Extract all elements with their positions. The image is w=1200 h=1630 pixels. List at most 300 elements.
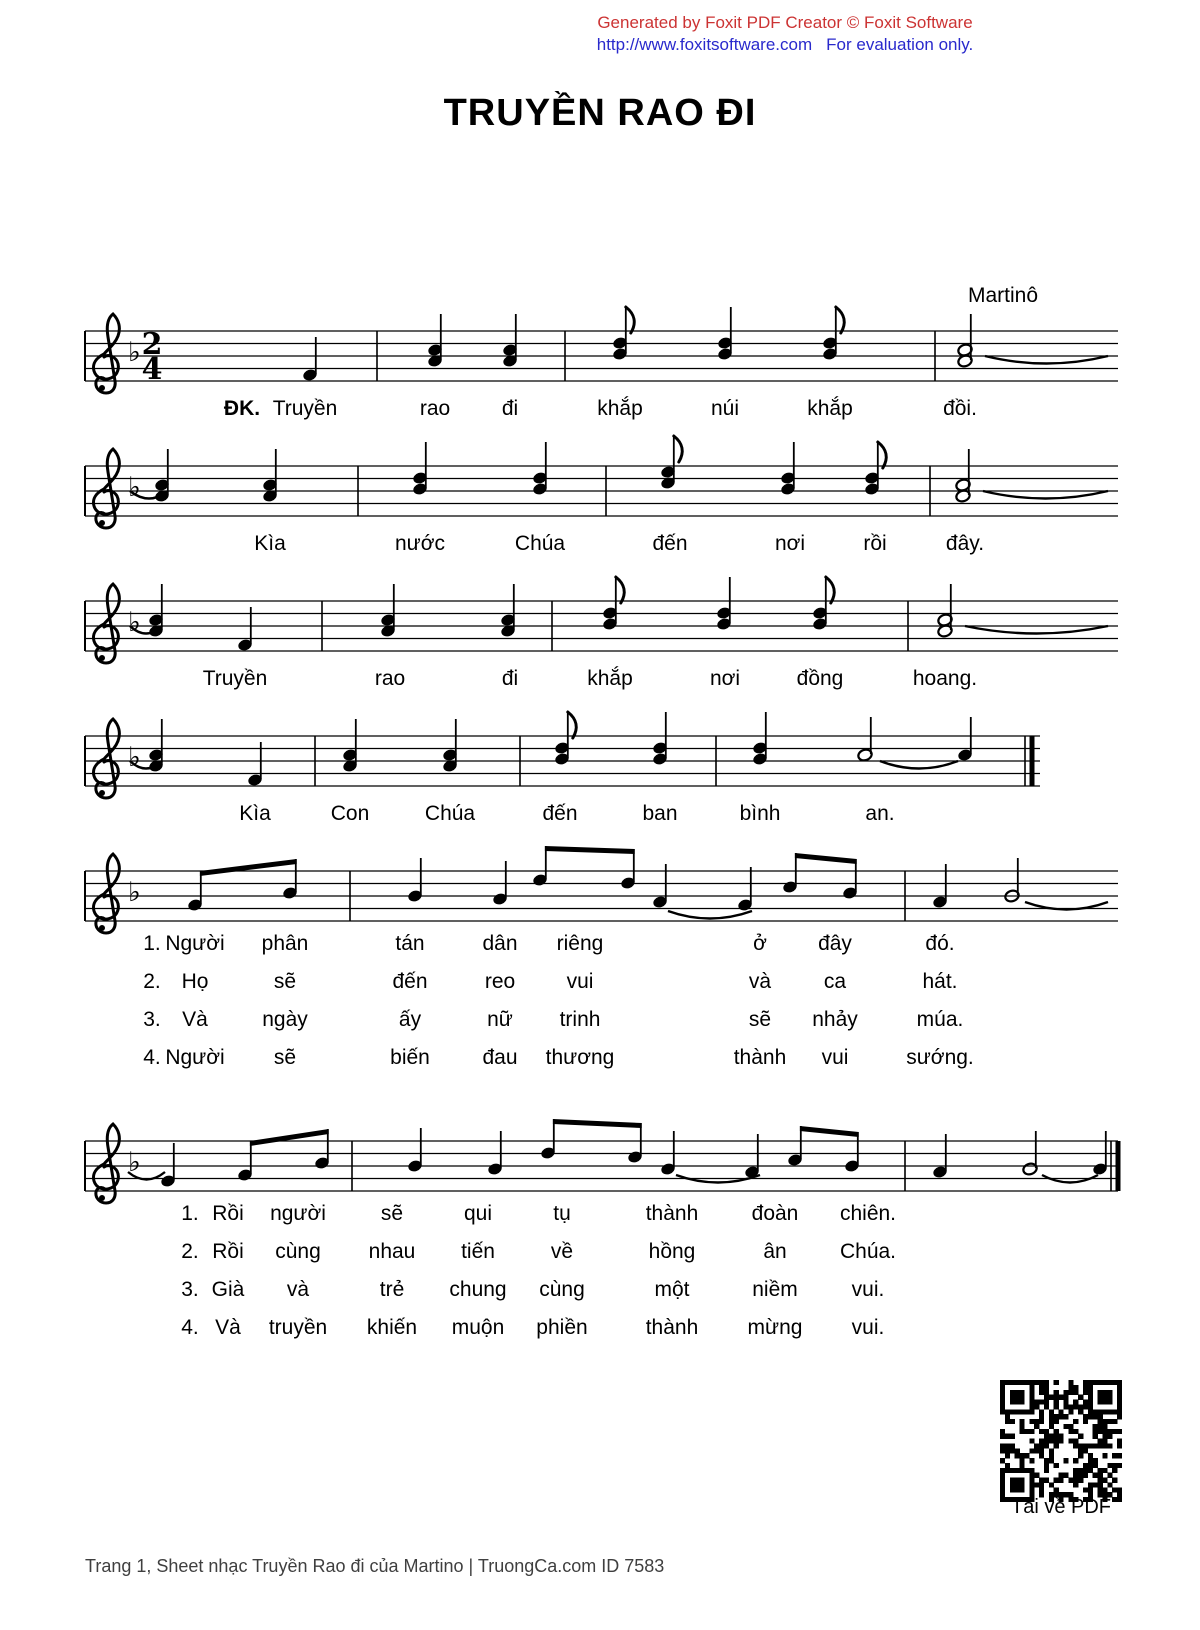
qr-module: [1005, 1468, 1010, 1473]
lyric-syllable: núi: [710, 397, 740, 420]
tie-arc: [965, 626, 1108, 634]
clef-dot: [99, 1195, 105, 1201]
qr-module: [1083, 1473, 1088, 1478]
lyric-syllable: Truyền: [202, 667, 268, 690]
qr-module: [1054, 1439, 1059, 1444]
qr-module: [1102, 1434, 1107, 1439]
watermark-url: http://www.foxitsoftware.com: [596, 35, 813, 54]
qr-module: [1068, 1390, 1073, 1395]
qr-module: [1078, 1473, 1083, 1478]
qr-module: [1073, 1439, 1078, 1444]
lyric-syllable: rao: [374, 667, 406, 690]
qr-module: [1015, 1482, 1020, 1487]
qr-module: [1034, 1419, 1039, 1424]
qr-module: [1068, 1380, 1073, 1385]
clef-dot: [99, 385, 105, 391]
qr-module: [1015, 1448, 1020, 1453]
qr-module: [1068, 1439, 1073, 1444]
qr-module: [1102, 1395, 1107, 1400]
qr-module: [1039, 1443, 1044, 1448]
qr-module: [1112, 1429, 1117, 1434]
lyric-syllable: Kìa: [254, 532, 286, 555]
qr-module: [1020, 1409, 1025, 1414]
time-signature-numerator: 2: [141, 327, 163, 362]
qr-module: [1049, 1482, 1054, 1487]
qr-module: [1093, 1482, 1098, 1487]
qr-module: [1015, 1390, 1020, 1395]
qr-module: [1107, 1473, 1112, 1478]
lyric-syllable: niềm: [752, 1278, 798, 1301]
qr-module: [1044, 1380, 1049, 1385]
qr-module: [1029, 1409, 1034, 1414]
tie-arc: [880, 761, 958, 769]
qr-module: [1112, 1478, 1117, 1483]
qr-module: [1010, 1434, 1015, 1439]
qr-module: [1088, 1400, 1093, 1405]
qr-module: [1063, 1424, 1068, 1429]
tie-arc: [668, 911, 752, 919]
qr-module: [1020, 1400, 1025, 1405]
lyric-syllable: sướng.: [906, 1046, 974, 1069]
lyric-syllable: ca: [823, 970, 847, 993]
lyric-syllable: reo: [484, 970, 516, 993]
qr-module: [1102, 1409, 1107, 1414]
qr-module: [1020, 1453, 1025, 1458]
lyric-syllable: mừng: [747, 1316, 803, 1339]
qr-module: [1044, 1429, 1049, 1434]
lyric-syllable: về: [550, 1240, 574, 1263]
watermark-note: For evaluation only.: [826, 35, 974, 54]
qr-module: [1073, 1419, 1078, 1424]
eighth-flag: [878, 442, 886, 468]
qr-module: [1093, 1443, 1098, 1448]
eighth-flag: [674, 436, 682, 462]
qr-module: [1102, 1419, 1107, 1424]
qr-module: [1054, 1429, 1059, 1434]
composer-name: Martinô: [967, 284, 1038, 307]
qr-module: [1088, 1463, 1093, 1468]
qr-module: [1098, 1419, 1103, 1424]
qr-module: [1034, 1380, 1039, 1385]
qr-module: [1010, 1478, 1015, 1483]
flat-sign: ♭: [128, 472, 141, 503]
lyric-syllable: đau: [482, 1046, 518, 1069]
qr-module: [1102, 1424, 1107, 1429]
lyric-syllable: vui: [821, 1046, 849, 1069]
qr-module: [1000, 1448, 1005, 1453]
lyric-syllable: đồi.: [943, 397, 977, 420]
qr-module: [1083, 1463, 1088, 1468]
qr-module: [1073, 1404, 1078, 1409]
qr-module: [1088, 1458, 1093, 1463]
qr-module: [1049, 1439, 1054, 1444]
qr-module: [1059, 1439, 1064, 1444]
lyric-syllable: phiền: [536, 1316, 588, 1339]
verse-number: 2.: [181, 1240, 199, 1263]
lyric-syllable: qui: [463, 1202, 493, 1225]
lyric-syllable: đến: [652, 532, 688, 555]
qr-module: [1044, 1478, 1049, 1483]
verse-number: 1.: [181, 1202, 199, 1225]
qr-module: [1068, 1424, 1073, 1429]
qr-module: [1083, 1419, 1088, 1424]
tie-arc: [983, 491, 1108, 499]
lyric-syllable: đồng: [796, 667, 844, 690]
verse-line: [0, 1008, 1200, 1038]
qr-module: [1098, 1409, 1103, 1414]
qr-module: [1088, 1468, 1093, 1473]
qr-module: [1010, 1468, 1015, 1473]
qr-module: [1073, 1468, 1078, 1473]
qr-module: [1088, 1404, 1093, 1409]
lyric-syllable: sẽ: [748, 1008, 772, 1031]
qr-module: [1029, 1429, 1034, 1434]
qr-module: [1117, 1487, 1122, 1492]
qr-module: [1117, 1400, 1122, 1405]
qr-module: [1049, 1414, 1054, 1419]
eighth-flag: [616, 577, 624, 603]
qr-module: [1005, 1380, 1010, 1385]
lyric-syllable: khiến: [366, 1316, 418, 1339]
qr-module: [1088, 1482, 1093, 1487]
qr-module: [1059, 1395, 1064, 1400]
qr-module: [1078, 1409, 1083, 1414]
qr-module: [1029, 1380, 1034, 1385]
qr-module: [1063, 1404, 1068, 1409]
lyric-syllable: riêng: [556, 932, 604, 955]
qr-module: [1034, 1448, 1039, 1453]
lyric-syllable: vui.: [851, 1316, 885, 1339]
qr-module: [1068, 1385, 1073, 1390]
qr-module: [1020, 1478, 1025, 1483]
qr-module: [1054, 1404, 1059, 1409]
qr-module: [1039, 1482, 1044, 1487]
qr-module: [1117, 1453, 1122, 1458]
qr-module: [1117, 1414, 1122, 1419]
lyric-syllable: đó.: [925, 932, 955, 955]
lyric-syllable: muộn: [451, 1316, 505, 1339]
qr-module: [1078, 1453, 1083, 1458]
qr-module: [1098, 1414, 1103, 1419]
qr-module: [1063, 1390, 1068, 1395]
qr-module: [1102, 1429, 1107, 1434]
qr-module: [1044, 1439, 1049, 1444]
qr-module: [1005, 1409, 1010, 1414]
qr-module: [1015, 1453, 1020, 1458]
lyr-label: ĐK.: [223, 397, 261, 420]
qr-module: [1044, 1404, 1049, 1409]
qr-module: [1098, 1429, 1103, 1434]
qr-module: [1039, 1409, 1044, 1414]
qr-module: [1039, 1453, 1044, 1458]
qr-module: [1088, 1453, 1093, 1458]
beam: [553, 1119, 642, 1128]
qr-module: [1024, 1409, 1029, 1414]
qr-module: [1039, 1439, 1044, 1444]
verse-line: [0, 1316, 1200, 1346]
lyric-syllable: biến: [390, 1046, 430, 1069]
qr-module: [1020, 1390, 1025, 1395]
qr-module: [1054, 1443, 1059, 1448]
qr-module: [1039, 1385, 1044, 1390]
qr-module: [1054, 1478, 1059, 1483]
qr-module: [1044, 1463, 1049, 1468]
qr-module: [1063, 1473, 1068, 1478]
qr-module: [1102, 1443, 1107, 1448]
qr-module: [1073, 1473, 1078, 1478]
qr-module: [1093, 1434, 1098, 1439]
lyric-syllable: Họ: [181, 970, 209, 993]
song-title: TRUYỀN RAO ĐI: [443, 92, 757, 134]
lyric-syllable: nhảy: [812, 1008, 858, 1031]
qr-module: [1005, 1448, 1010, 1453]
lyric-syllable: ấy: [398, 1008, 422, 1031]
qr-module: [1088, 1390, 1093, 1395]
qr-module: [1029, 1468, 1034, 1473]
qr-module: [1029, 1487, 1034, 1492]
lyric-syllable: múa.: [916, 1008, 964, 1031]
lyric-syllable: cùng: [275, 1240, 321, 1263]
qr-caption: Tải về PDF: [1010, 1496, 1112, 1518]
verse-line: [0, 970, 1200, 1000]
qr-module: [1000, 1395, 1005, 1400]
qr-module: [1024, 1468, 1029, 1473]
qr-module: [1039, 1414, 1044, 1419]
lyric-syllable: sẽ: [273, 970, 297, 993]
lyric-syllable: đi: [501, 667, 519, 690]
qr-module: [1078, 1434, 1083, 1439]
lyric-syllable: rao: [419, 397, 451, 420]
flat-sign: ♭: [128, 877, 141, 908]
clef-dot: [99, 790, 105, 796]
verse-line: [0, 932, 1200, 962]
qr-module: [1093, 1473, 1098, 1478]
qr-module: [1073, 1390, 1078, 1395]
qr-module: [1112, 1409, 1117, 1414]
lyric-syllable: an.: [865, 802, 895, 825]
qr-module: [1020, 1468, 1025, 1473]
qr-module: [1059, 1478, 1064, 1483]
qr-module: [1020, 1482, 1025, 1487]
qr-module: [1083, 1468, 1088, 1473]
qr-module: [1054, 1400, 1059, 1405]
qr-module: [1098, 1482, 1103, 1487]
qr-module: [1054, 1395, 1059, 1400]
qr-module: [1112, 1453, 1117, 1458]
qr-module: [1029, 1439, 1034, 1444]
qr-module: [1107, 1390, 1112, 1395]
qr-module: [1000, 1473, 1005, 1478]
qr-module: [1020, 1429, 1025, 1434]
qr-module: [1112, 1487, 1117, 1492]
watermark-line1: Generated by Foxit PDF Creator © Foxit Software: [597, 13, 973, 32]
qr-module: [1059, 1473, 1064, 1478]
qr-module: [1010, 1487, 1015, 1492]
qr-module: [1044, 1390, 1049, 1395]
qr-module: [1049, 1424, 1054, 1429]
qr-module: [1078, 1448, 1083, 1453]
qr-module: [1098, 1395, 1103, 1400]
lyric-syllable: nơi: [774, 532, 806, 555]
qr-module: [1107, 1443, 1112, 1448]
lyric-syllable: Kìa: [239, 802, 271, 825]
qr-module: [1049, 1395, 1054, 1400]
qr-module: [1098, 1400, 1103, 1405]
qr-module: [1020, 1424, 1025, 1429]
qr-module: [1000, 1400, 1005, 1405]
qr-module: [1102, 1453, 1107, 1458]
beam: [200, 859, 297, 876]
lyric-syllable: đi: [501, 397, 519, 420]
lyric-syllable: chung: [449, 1278, 507, 1301]
qr-module: [1010, 1443, 1015, 1448]
qr-module: [1117, 1395, 1122, 1400]
lyric-syllable: thành: [645, 1316, 699, 1339]
qr-module: [1034, 1424, 1039, 1429]
lyric-syllable: nước: [394, 532, 446, 555]
lyric-syllable: dân: [482, 932, 518, 955]
lyric-syllable: thành: [645, 1202, 699, 1225]
lyric-syllable: ngày: [262, 1008, 308, 1031]
qr-module: [1000, 1458, 1005, 1463]
qr-module: [1020, 1419, 1025, 1424]
qr-module: [1098, 1439, 1103, 1444]
qr-module: [1020, 1463, 1025, 1468]
verse-number: 4.: [143, 1046, 161, 1069]
qr-module: [1102, 1487, 1107, 1492]
qr-module: [1078, 1443, 1083, 1448]
qr-module: [1000, 1380, 1005, 1385]
qr-module: [1015, 1487, 1020, 1492]
verse-number: 1.: [143, 932, 161, 955]
qr-module: [1000, 1443, 1005, 1448]
qr-module: [1015, 1380, 1020, 1385]
lyric-syllable: Rồi: [212, 1202, 244, 1225]
qr-module: [1098, 1380, 1103, 1385]
qr-module: [1068, 1478, 1073, 1483]
qr-module: [1010, 1380, 1015, 1385]
qr-module: [1000, 1404, 1005, 1409]
qr-module: [1034, 1482, 1039, 1487]
qr-module: [1039, 1429, 1044, 1434]
lyric-syllable: Chúa: [424, 802, 476, 825]
qr-module: [1029, 1478, 1034, 1483]
qr-module: [1029, 1390, 1034, 1395]
lyric-syllable: thương: [545, 1046, 615, 1069]
lyric-syllable: khắp: [597, 397, 643, 420]
qr-module: [1112, 1419, 1117, 1424]
lyric-syllable: tụ: [553, 1202, 571, 1225]
qr-module: [1117, 1429, 1122, 1434]
lyric-syllable: Người: [165, 932, 225, 955]
lyric-syllable: Chúa: [514, 532, 566, 555]
lyric-syllable: Già: [211, 1278, 245, 1301]
qr-module: [1117, 1409, 1122, 1414]
qr-module: [1005, 1419, 1010, 1424]
qr-module: [1083, 1400, 1088, 1405]
qr-module: [1088, 1395, 1093, 1400]
verse-number: 4.: [181, 1316, 199, 1339]
qr-module: [1000, 1434, 1005, 1439]
qr-module: [1073, 1429, 1078, 1434]
qr-module: [1078, 1468, 1083, 1473]
qr-module: [1063, 1395, 1068, 1400]
qr-module: [1073, 1385, 1078, 1390]
lyric-syllable: trẻ: [379, 1278, 405, 1301]
eighth-flag: [568, 712, 576, 738]
qr-module: [1059, 1409, 1064, 1414]
qr-module: [1083, 1390, 1088, 1395]
lyric-syllable: hồng: [648, 1240, 696, 1263]
tie-arc: [985, 356, 1108, 364]
verse-number: 3.: [181, 1278, 199, 1301]
qr-module: [1005, 1453, 1010, 1458]
qr-module: [1078, 1478, 1083, 1483]
qr-module: [1010, 1390, 1015, 1395]
staff-system: [0, 281, 1200, 416]
eighth-flag: [626, 307, 634, 333]
verse-number: 2.: [143, 970, 161, 993]
qr-module: [1005, 1443, 1010, 1448]
qr-module: [1088, 1380, 1093, 1385]
qr-module: [1054, 1463, 1059, 1468]
qr-module: [1083, 1404, 1088, 1409]
lyric-syllable: sẽ: [273, 1046, 297, 1069]
qr-module: [1034, 1400, 1039, 1405]
flat-sign: ♭: [128, 337, 141, 368]
qr-module: [1029, 1395, 1034, 1400]
qr-module: [1098, 1478, 1103, 1483]
qr-module: [1098, 1468, 1103, 1473]
qr-module: [1054, 1434, 1059, 1439]
qr-module: [1117, 1385, 1122, 1390]
qr-module: [1044, 1458, 1049, 1463]
qr-module: [1073, 1482, 1078, 1487]
qr-module: [1034, 1443, 1039, 1448]
qr-module: [1039, 1478, 1044, 1483]
qr-module: [1102, 1380, 1107, 1385]
verse-line: [0, 1046, 1200, 1076]
lyric-syllable: ân: [763, 1240, 787, 1263]
lyric-syllable: đoàn: [751, 1202, 799, 1225]
qr-module: [1063, 1400, 1068, 1405]
lyric-syllable: Con: [330, 802, 370, 825]
qr-module: [1015, 1400, 1020, 1405]
qr-module: [1010, 1395, 1015, 1400]
qr-module: [1020, 1458, 1025, 1463]
qr-module: [1098, 1390, 1103, 1395]
lyric-syllable: thành: [733, 1046, 787, 1069]
qr-module: [1093, 1380, 1098, 1385]
qr-module: [1010, 1482, 1015, 1487]
lyric-syllable: sẽ: [380, 1202, 404, 1225]
staff-system: [0, 416, 1200, 551]
eighth-flag: [826, 577, 834, 603]
qr-module: [1000, 1429, 1005, 1434]
qr-module: [1068, 1404, 1073, 1409]
lyric-syllable: bình: [739, 802, 781, 825]
qr-module: [1054, 1487, 1059, 1492]
qr-module: [1088, 1487, 1093, 1492]
qr-module: [1005, 1463, 1010, 1468]
qr-module: [1049, 1409, 1054, 1414]
qr-module: [1000, 1409, 1005, 1414]
qr-module: [1039, 1390, 1044, 1395]
qr-module: [1010, 1448, 1015, 1453]
qr-module: [1107, 1419, 1112, 1424]
qr-module: [1000, 1390, 1005, 1395]
lyric-syllable: Và: [215, 1316, 241, 1339]
